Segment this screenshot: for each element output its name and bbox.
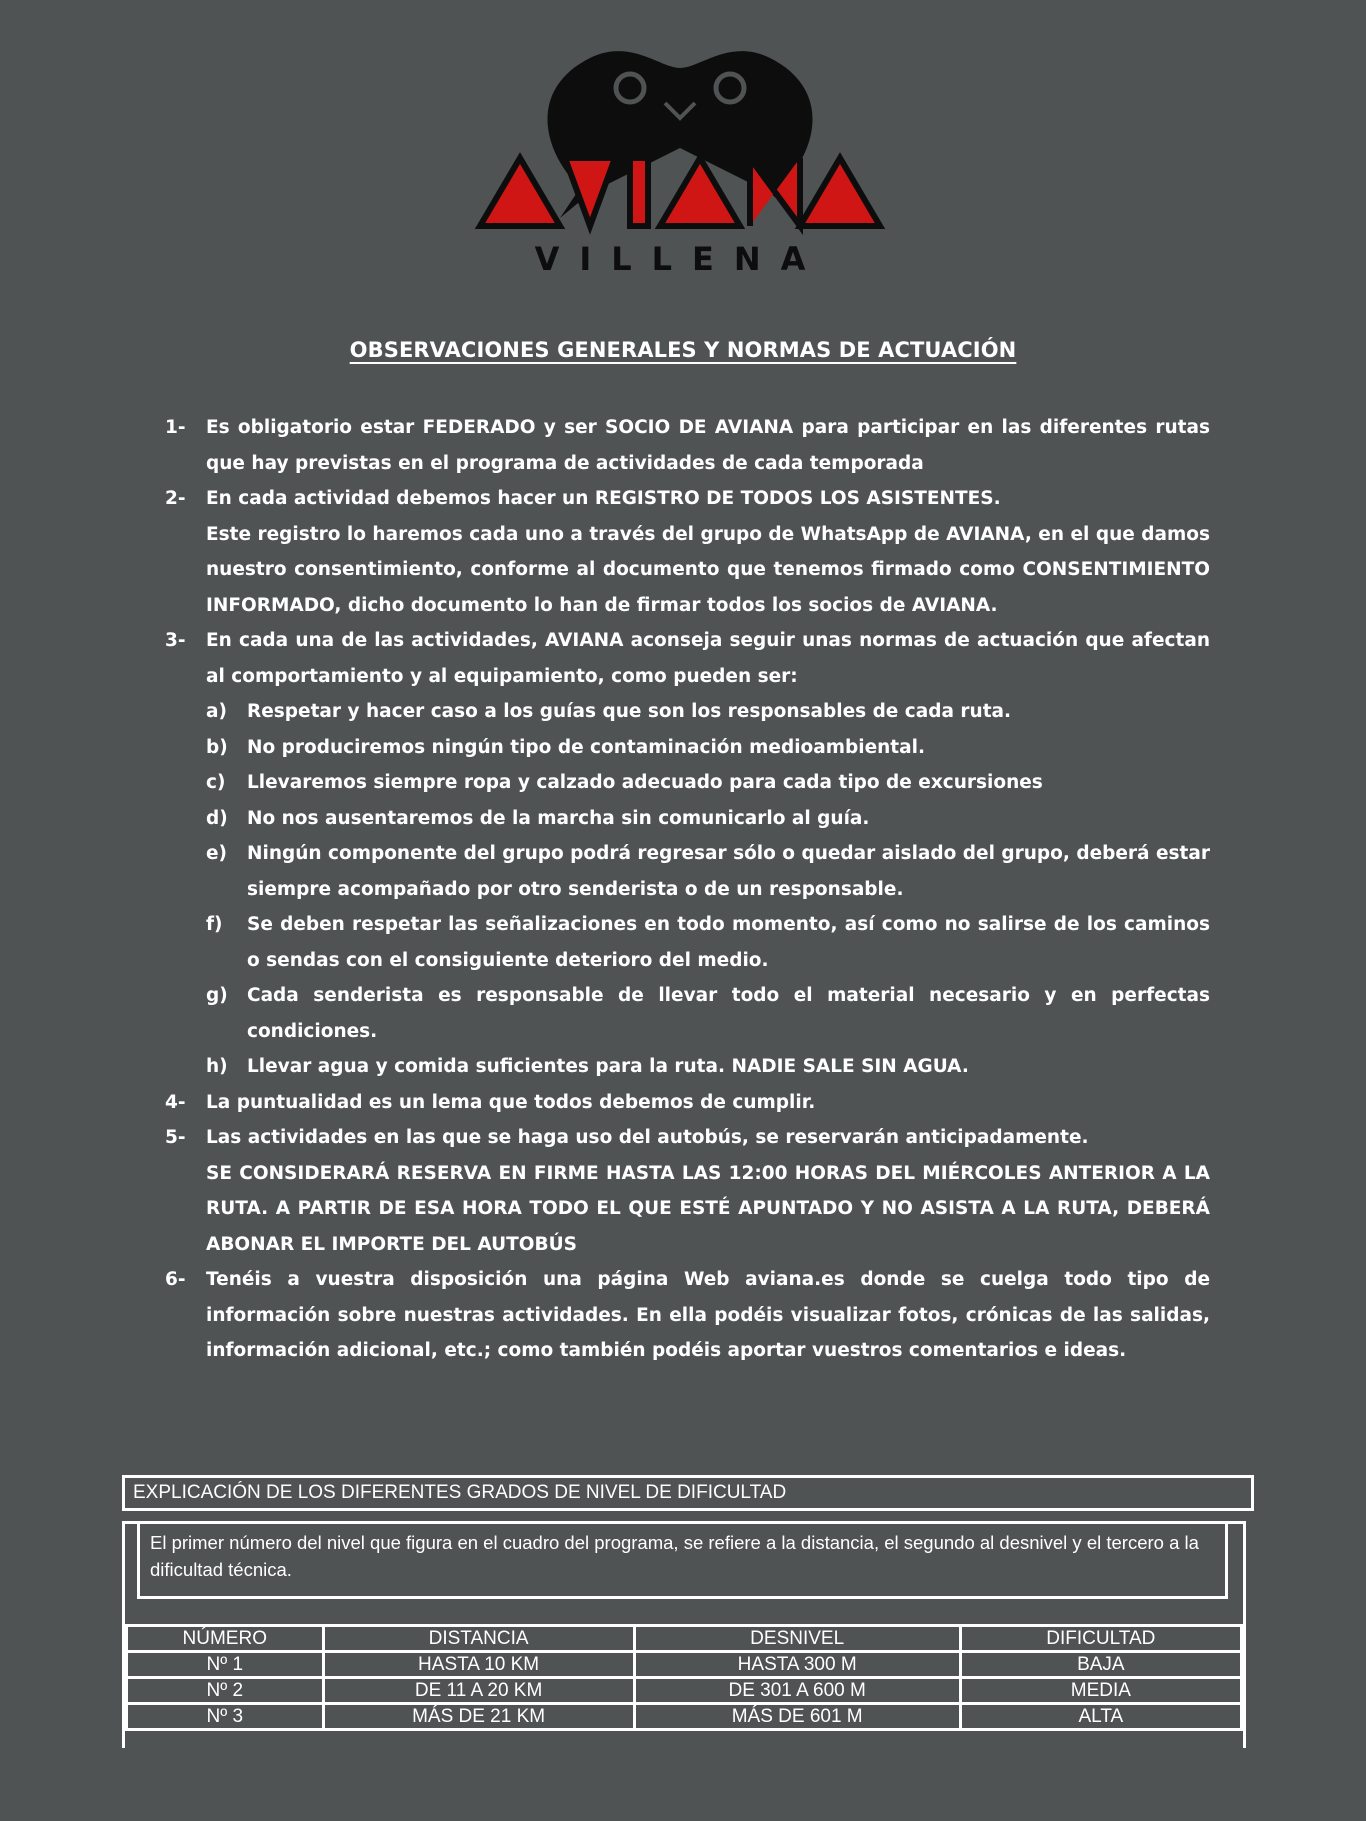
- column-header: DIFICULTAD: [960, 1626, 1241, 1652]
- norm-text: Ningún componente del grupo podrá regresar sólo o quedar aislado del grupo, deberá estar siempre acompañado por otro senderista o de un responsable.: [247, 843, 1210, 900]
- norm-item: [206, 836, 1210, 907]
- norm-item: [206, 978, 1210, 1049]
- rule-text: En cada una de las actividades, AVIANA aconseja seguir unas normas de actuación que afectan al comportamiento y al equipamiento, como pueden ser:: [206, 630, 1210, 687]
- norm-item: [206, 801, 1210, 837]
- norm-text: No produciremos ningún tipo de contaminación medioambiental.: [247, 736, 926, 758]
- norm-text: Cada senderista es responsable de llevar todo el material necesario y en perfectas condiciones.: [247, 985, 1210, 1042]
- norm-letter: b): [206, 736, 228, 758]
- aviana-logo: [470, 28, 890, 278]
- rule-number: 2-: [165, 488, 186, 509]
- levels-table: [125, 1624, 1243, 1731]
- logo-city-text: VILLENA: [534, 240, 826, 278]
- norm-text: Llevar agua y comida suficientes para la ruta. NADIE SALE SIN AGUA.: [247, 1056, 969, 1077]
- column-header: DESNIVEL: [634, 1626, 960, 1652]
- table-cell: Nº 1: [127, 1652, 324, 1678]
- table-row: [127, 1704, 1242, 1730]
- table-cell: MÁS DE 601 M: [634, 1704, 960, 1730]
- table-cell: Nº 2: [127, 1678, 324, 1704]
- rule-item: [165, 410, 1210, 481]
- table-cell: BAJA: [960, 1652, 1241, 1678]
- rule-text: Las actividades en las que se haga uso del autobús, se reservarán anticipadamente.: [206, 1127, 1089, 1148]
- norm-item: [206, 730, 1210, 766]
- rule-item: [165, 1085, 1210, 1121]
- norm-letter: d): [206, 807, 228, 829]
- rule-item: [165, 481, 1210, 623]
- table-cell: ALTA: [960, 1704, 1241, 1730]
- norm-letter: a): [206, 701, 227, 722]
- norm-item: [206, 1049, 1210, 1085]
- table-cell: DE 301 A 600 M: [634, 1678, 960, 1704]
- table-cell: HASTA 10 KM: [323, 1652, 634, 1678]
- table-header-row: [127, 1626, 1242, 1652]
- norm-letter: g): [206, 985, 228, 1006]
- column-header: NÚMERO: [127, 1626, 324, 1652]
- norm-letter: h): [206, 1056, 228, 1077]
- rule-item: [165, 1262, 1210, 1369]
- levels-note: El primer número del nivel que figura en el cuadro del programa, se refiere a la distancia, el segundo al desnivel y el tercero a la dificultad técnica.: [137, 1524, 1228, 1599]
- table-cell: DE 11 A 20 KM: [323, 1678, 634, 1704]
- column-header: DISTANCIA: [323, 1626, 634, 1652]
- norm-text: Se deben respetar las señalizaciones en todo momento, así como no salirse de los caminos o sendas con el consiguiente deterioro del medio.: [247, 914, 1210, 971]
- norm-letter: e): [206, 843, 228, 864]
- rule-number: 5-: [165, 1127, 186, 1148]
- rule-text: La puntualidad es un lema que todos debemos de cumplir.: [206, 1091, 816, 1113]
- norm-item: [206, 907, 1210, 978]
- page-title: [0, 338, 1366, 362]
- rule-extra: SE CONSIDERARÁ RESERVA EN FIRME HASTA LAS 12:00 HORAS DEL MIÉRCOLES ANTERIOR A LA RUTA. A PARTIR DE ESA HORA TODO EL QUE ESTÉ APUNTADO Y NO ASISTA A LA RUTA, DEBERÁ ABONAR EL IMPORTE DEL AUTOBÚS: [206, 1162, 1210, 1255]
- rule-item: [165, 1120, 1210, 1262]
- norm-item: [206, 694, 1210, 730]
- table-row: [127, 1678, 1242, 1704]
- norm-letter: f): [206, 914, 223, 935]
- rule-extra: Este registro lo haremos cada uno a través del grupo de WhatsApp de AVIANA, en el que damos nuestro consentimiento, conforme al documento que tenemos firmado como CONSENTIMIENTO INFORMADO, dicho documento lo han de firmar todos los socios de AVIANA.: [206, 523, 1210, 616]
- table-row: [127, 1652, 1242, 1678]
- rule-number: 4-: [165, 1091, 186, 1113]
- table-cell: MEDIA: [960, 1678, 1241, 1704]
- rule-text: Tenéis a vuestra disposición una página Web aviana.es donde se cuelga todo tipo de información sobre nuestras actividades. En ella podéis visualizar fotos, crónicas de las salidas, información adicional, etc.; como también podéis aportar vuestros comentarios e ideas.: [206, 1269, 1210, 1361]
- rule-number: 1-: [165, 417, 186, 438]
- table-cell: Nº 3: [127, 1704, 324, 1730]
- page-title-text: OBSERVACIONES GENERALES Y NORMAS DE ACTUACIÓN: [349, 338, 1017, 362]
- norm-text: Llevaremos siempre ropa y calzado adecuado para cada tipo de excursiones: [247, 772, 1043, 793]
- rule-item: [165, 623, 1210, 1085]
- levels-heading: EXPLICACIÓN DE LOS DIFERENTES GRADOS DE NIVEL DE DIFICULTAD: [122, 1475, 1254, 1511]
- norm-item: [206, 765, 1210, 801]
- norm-text: No nos ausentaremos de la marcha sin comunicarlo al guía.: [247, 807, 870, 829]
- norm-letter: c): [206, 772, 226, 793]
- table-cell: HASTA 300 M: [634, 1652, 960, 1678]
- rule-number: 6-: [165, 1269, 186, 1290]
- rule-number: 3-: [165, 630, 186, 651]
- norm-text: Respetar y hacer caso a los guías que son los responsables de cada ruta.: [247, 701, 1012, 722]
- table-cell: MÁS DE 21 KM: [323, 1704, 634, 1730]
- rule-text: Es obligatorio estar FEDERADO y ser SOCIO DE AVIANA para participar en las diferentes rutas que hay previstas en el programa de actividades de cada temporada: [206, 417, 1210, 474]
- rule-text: En cada actividad debemos hacer un REGISTRO DE TODOS LOS ASISTENTES.: [206, 488, 1001, 509]
- rules-list: [165, 410, 1210, 1369]
